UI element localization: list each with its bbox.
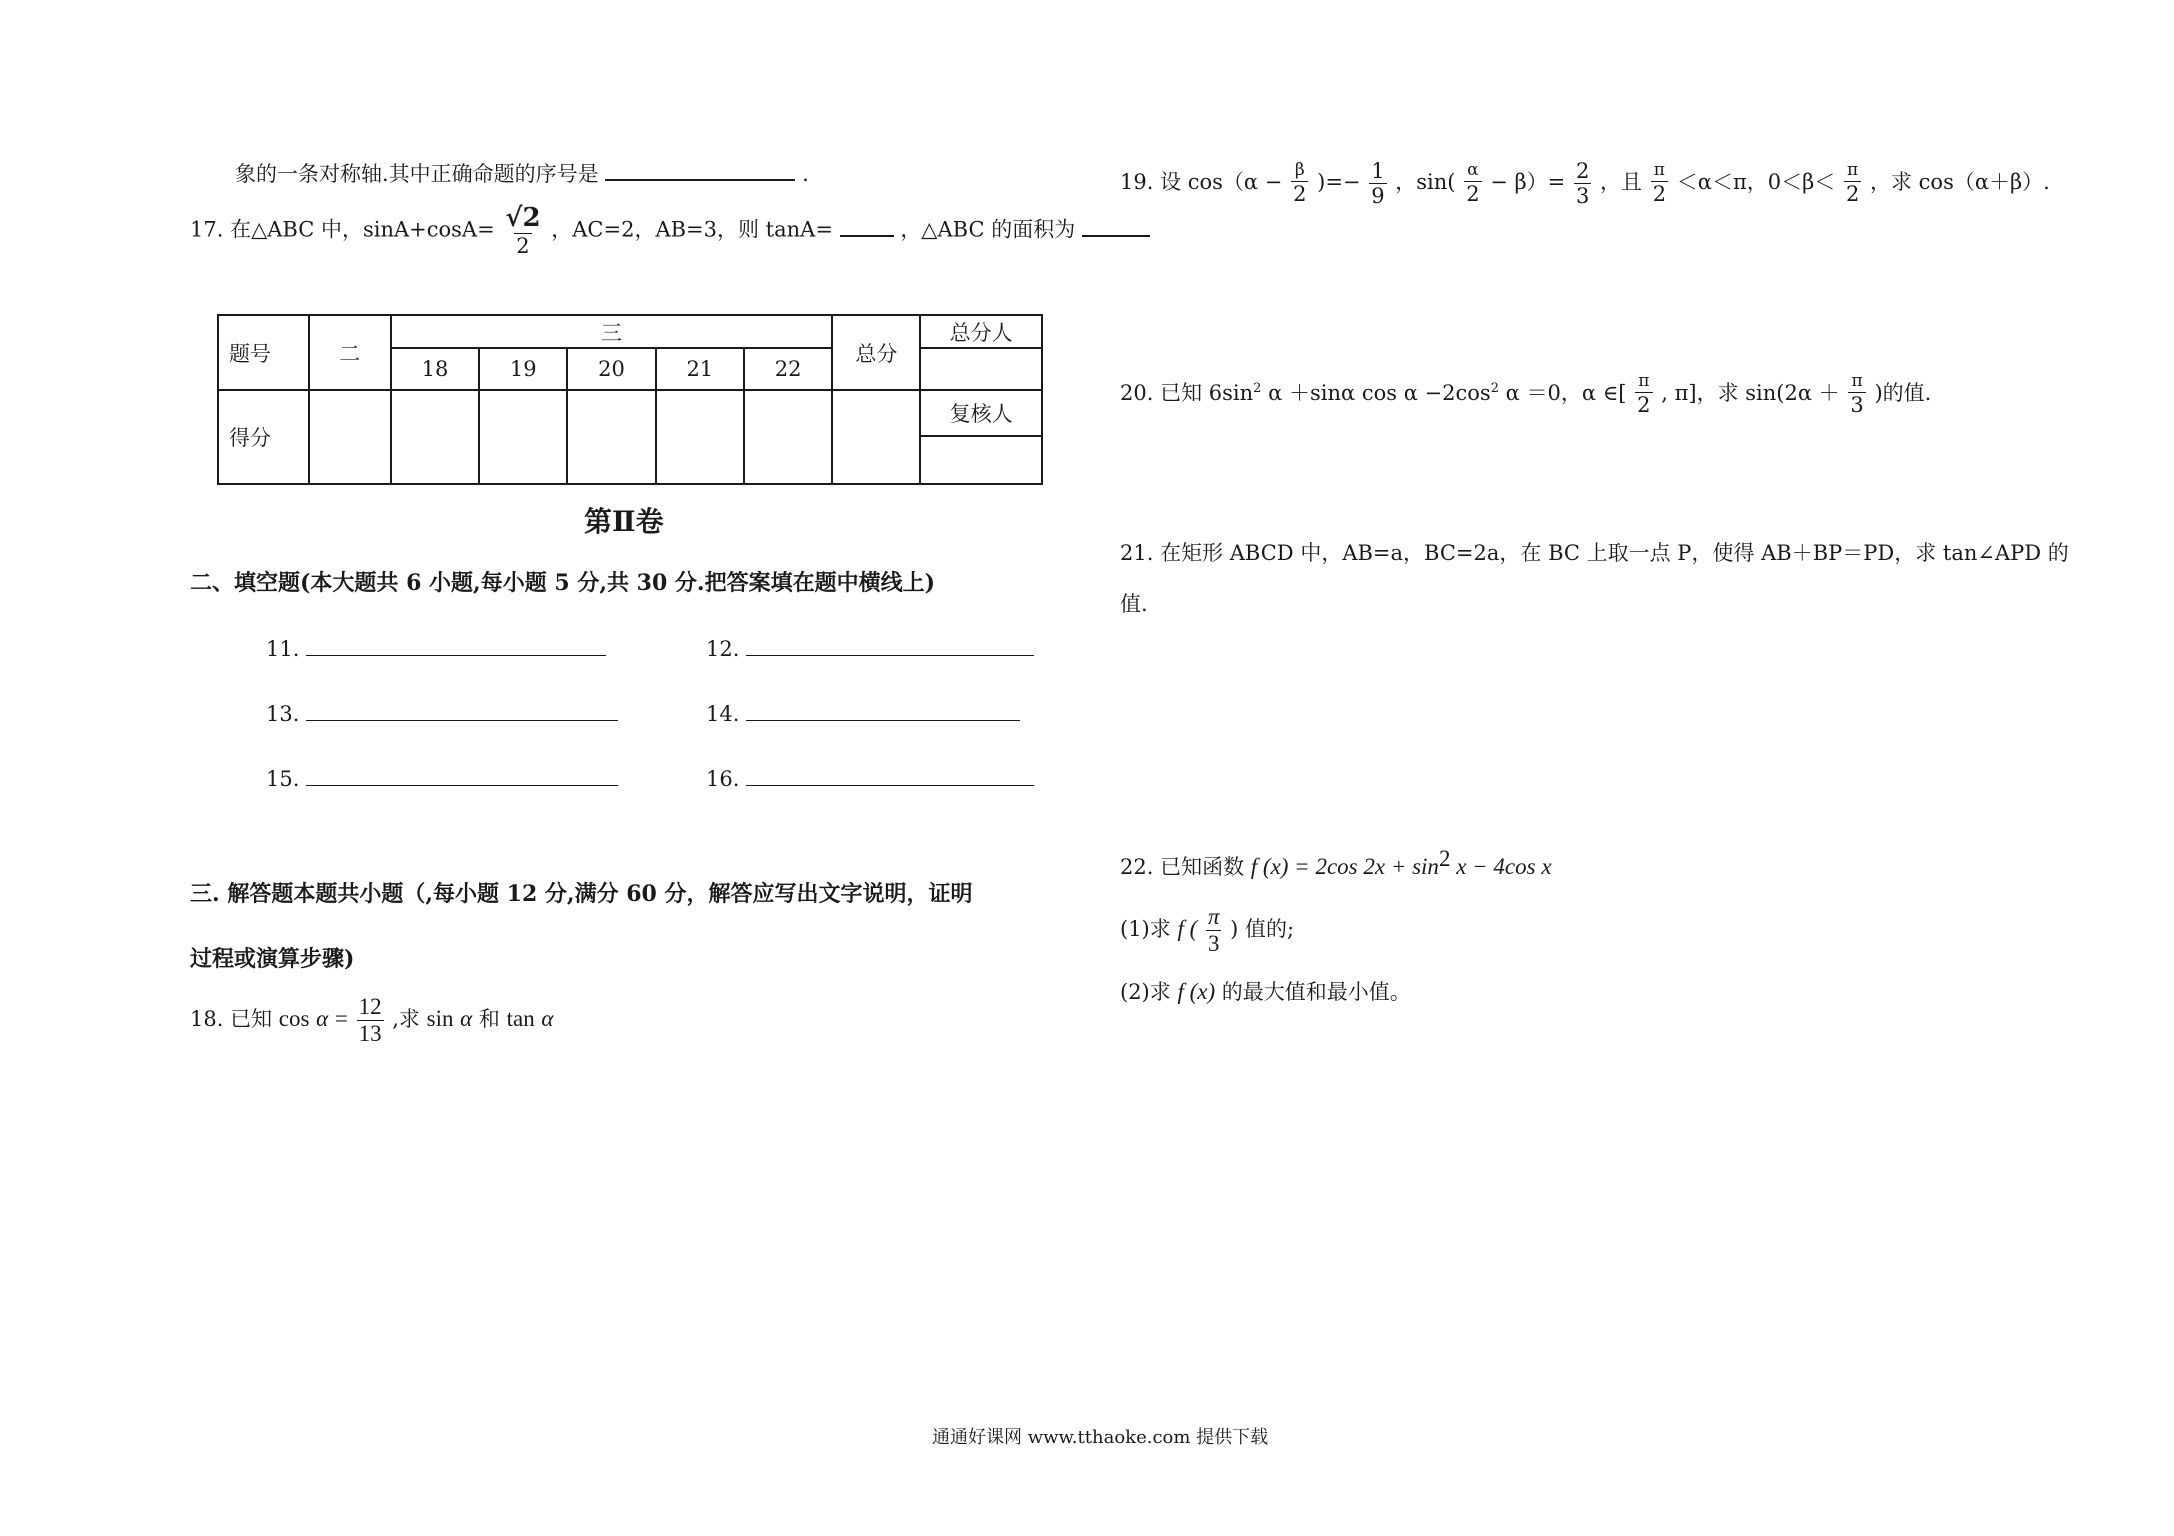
fill-item-13 [266, 702, 618, 727]
score-table-san: 三 [391, 315, 833, 348]
q20-post: )的值. [1874, 380, 1932, 405]
score-table-defen: 得分 [218, 390, 309, 484]
section3-heading-line1: 三. 解答题本题共小题（,每小题 12 分,满分 60 分，解答应写出文字说明，证明 [190, 881, 973, 907]
fill-item-14-label: 14. [706, 702, 740, 726]
q19-f5-num: π [1653, 160, 1665, 181]
q20-f2-den: 3 [1850, 392, 1864, 417]
fill-item-15-label: 15. [266, 767, 300, 791]
q19-f1-den: 2 [1293, 181, 1307, 206]
fill-item-15 [266, 767, 618, 792]
q18-cos: cos [278, 1006, 310, 1032]
score-table-fuheren-cell[interactable] [920, 436, 1042, 484]
q22-p2-f: f (x) [1177, 979, 1216, 1004]
score-table [217, 314, 1043, 485]
score-table-num-18: 18 [391, 348, 480, 390]
q18-pre: 18. 已知 [190, 1007, 273, 1032]
q19-f2-den: 9 [1371, 184, 1385, 209]
q18-post1: ,求 [392, 1007, 420, 1032]
q19-mid3: − β）= [1490, 170, 1566, 195]
q19-f3-num: α [1467, 160, 1479, 181]
q18-tan: tan [506, 1006, 535, 1032]
q17-frac-num: √2 [505, 203, 541, 233]
fill-item-16-label: 16. [706, 767, 740, 791]
score-table-zongfen: 总分 [832, 315, 920, 390]
q19-pre: 19. 设 cos（α − [1120, 170, 1283, 195]
q18-alpha-3: α [541, 1006, 554, 1032]
q17-text-sep: ，△ABC 的面积为 [900, 217, 1076, 242]
q22-p1-f: f ( [1177, 916, 1198, 942]
score-table-num-21: 21 [656, 348, 744, 390]
question-18 [190, 995, 553, 1046]
fill-item-14-line[interactable] [746, 718, 1020, 721]
q19-frac-1 [1291, 162, 1308, 205]
score-table-num-22: 22 [744, 348, 833, 390]
q17-text-mid: ，AC=2，AB=3，则 tanA= [551, 217, 833, 242]
q19-mid2: ，sin( [1395, 170, 1456, 195]
q22-pre: 22. 已知函数 [1120, 855, 1245, 879]
question-19 [1120, 160, 2050, 207]
q16-tail-text: 象的一条对称轴.其中正确命题的序号是 [235, 162, 599, 186]
q19-f4-num: 2 [1575, 159, 1590, 183]
score-table-num-20: 20 [567, 348, 656, 390]
fill-item-11-label: 11. [266, 637, 300, 661]
footer-text: 通通好课网 www.tthaoke.com 提供下载 [932, 1427, 1269, 1448]
q18-fraction [357, 995, 384, 1046]
q22-sq: 2 [1438, 846, 1451, 871]
q19-post: ，求 cos（α＋β）. [1870, 170, 2050, 195]
q18-sin: sin [426, 1006, 454, 1032]
score-cell-19[interactable] [479, 390, 567, 484]
q20-frac-1 [1635, 373, 1652, 416]
q20-pre: 20. 已知 6sin [1120, 380, 1254, 405]
score-cell-22[interactable] [744, 390, 833, 484]
q19-frac-3 [1464, 162, 1481, 205]
score-cell-total[interactable] [832, 390, 920, 484]
q20-f2-num: π [1851, 371, 1863, 391]
q20-mid1: α ＋sinα cos α −2cos [1268, 380, 1491, 405]
fill-item-14 [706, 702, 1020, 727]
q16-tail [235, 162, 809, 187]
fill-item-16-line[interactable] [746, 783, 1034, 786]
question-20 [1120, 373, 1931, 416]
q19-f5-den: 2 [1652, 181, 1667, 206]
q20-sq-2: 2 [1490, 380, 1499, 396]
q19-f1-num: β [1294, 160, 1305, 181]
q20-f1-num: π [1638, 371, 1650, 391]
q19-mid5: ＜α＜π，0＜β＜ [1676, 170, 1836, 195]
q20-mid3: , π]，求 sin(2α ＋ [1661, 380, 1840, 405]
fill-item-15-line[interactable] [306, 783, 618, 786]
q18-alpha: α [316, 1006, 329, 1032]
section2-heading: 二、填空题(本大题共 6 小题,每小题 5 分,共 30 分.把答案填在题中横线上) [190, 570, 935, 596]
part2-title: 第Ⅱ卷 [584, 505, 664, 538]
question-21-line2: 值. [1120, 592, 1148, 616]
q22-p1-frac [1206, 905, 1222, 956]
score-cell-20[interactable] [567, 390, 656, 484]
q19-f2-num: 1 [1371, 159, 1385, 183]
q19-frac-6 [1844, 162, 1861, 205]
q22-p2-post: 的最大值和最小值。 [1221, 980, 1411, 1004]
q16-answer-blank[interactable] [605, 179, 795, 181]
q22-p1-num: π [1207, 904, 1220, 929]
question-22-part1 [1120, 905, 1294, 956]
q17-number: 17. [190, 217, 224, 242]
score-table-zongfenren: 总分人 [920, 315, 1042, 348]
q18-eq: = [334, 1006, 348, 1032]
q18-alpha-2: α [460, 1006, 473, 1032]
q17-tan-blank[interactable] [840, 235, 894, 237]
q19-f4-den: 3 [1575, 184, 1590, 209]
q19-f3-den: 2 [1466, 181, 1480, 206]
question-22 [1120, 845, 1552, 881]
q22-p1-den: 3 [1207, 931, 1220, 957]
q20-mid2: α ＝0，α ∈[ [1505, 380, 1627, 405]
question-22-part2 [1120, 978, 1411, 1006]
question-21-line1: 21. 在矩形 ABCD 中，AB=a，BC=2a，在 BC 上取一点 P，使得 AB＋BP＝PD，求 tan∠APD 的 [1120, 541, 2069, 565]
q17-text-pre: 在△ABC 中，sinA+cosA= [230, 217, 495, 242]
q22-p1-pre: (1)求 [1120, 917, 1171, 942]
q18-frac-num: 12 [358, 994, 382, 1019]
fill-item-11-line[interactable] [306, 653, 606, 656]
fill-item-13-label: 13. [266, 702, 300, 726]
q22-function-tail: x − 4cos x [1450, 854, 1552, 879]
fill-item-12 [706, 637, 1034, 662]
q22-p1-post: ) 值的; [1230, 917, 1295, 942]
fill-item-12-label: 12. [706, 637, 740, 661]
score-cell-18[interactable] [391, 390, 480, 484]
q17-area-blank[interactable] [1082, 235, 1150, 237]
q19-frac-5 [1651, 162, 1668, 205]
score-table-er: 二 [309, 315, 391, 390]
score-table-num-19: 19 [479, 348, 567, 390]
score-table-zongfenren-cell[interactable] [920, 348, 1042, 390]
score-table-fuheren: 复核人 [920, 390, 1042, 436]
q22-p2-pre: (2)求 [1120, 980, 1171, 1004]
fill-item-13-line[interactable] [306, 718, 618, 721]
score-table-tihao: 题号 [218, 315, 309, 390]
question-17 [190, 205, 1150, 257]
q16-tail-end: . [802, 162, 809, 186]
fill-item-11 [266, 637, 606, 662]
q18-frac-den: 13 [358, 1021, 382, 1047]
q17-fraction [503, 205, 542, 257]
q19-mid4: ，且 [1600, 170, 1643, 195]
q19-mid1: )=− [1317, 170, 1361, 195]
q18-and: 和 [478, 1007, 500, 1032]
q19-f6-num: π [1847, 160, 1859, 181]
score-cell-21[interactable] [656, 390, 744, 484]
section3-heading-line2: 过程或演算步骤) [190, 946, 355, 972]
q20-frac-2 [1848, 373, 1865, 416]
q17-frac-den: 2 [516, 234, 530, 259]
q19-f6-den: 2 [1845, 181, 1860, 206]
q22-function: f (x) = 2cos 2x + sin [1250, 854, 1439, 879]
q20-f1-den: 2 [1637, 392, 1651, 417]
q20-sq-1: 2 [1253, 380, 1262, 396]
q19-frac-2 [1369, 160, 1386, 207]
q19-frac-4 [1574, 160, 1591, 207]
fill-item-16 [706, 767, 1034, 792]
fill-item-12-line[interactable] [746, 653, 1034, 656]
score-cell-er[interactable] [309, 390, 391, 484]
